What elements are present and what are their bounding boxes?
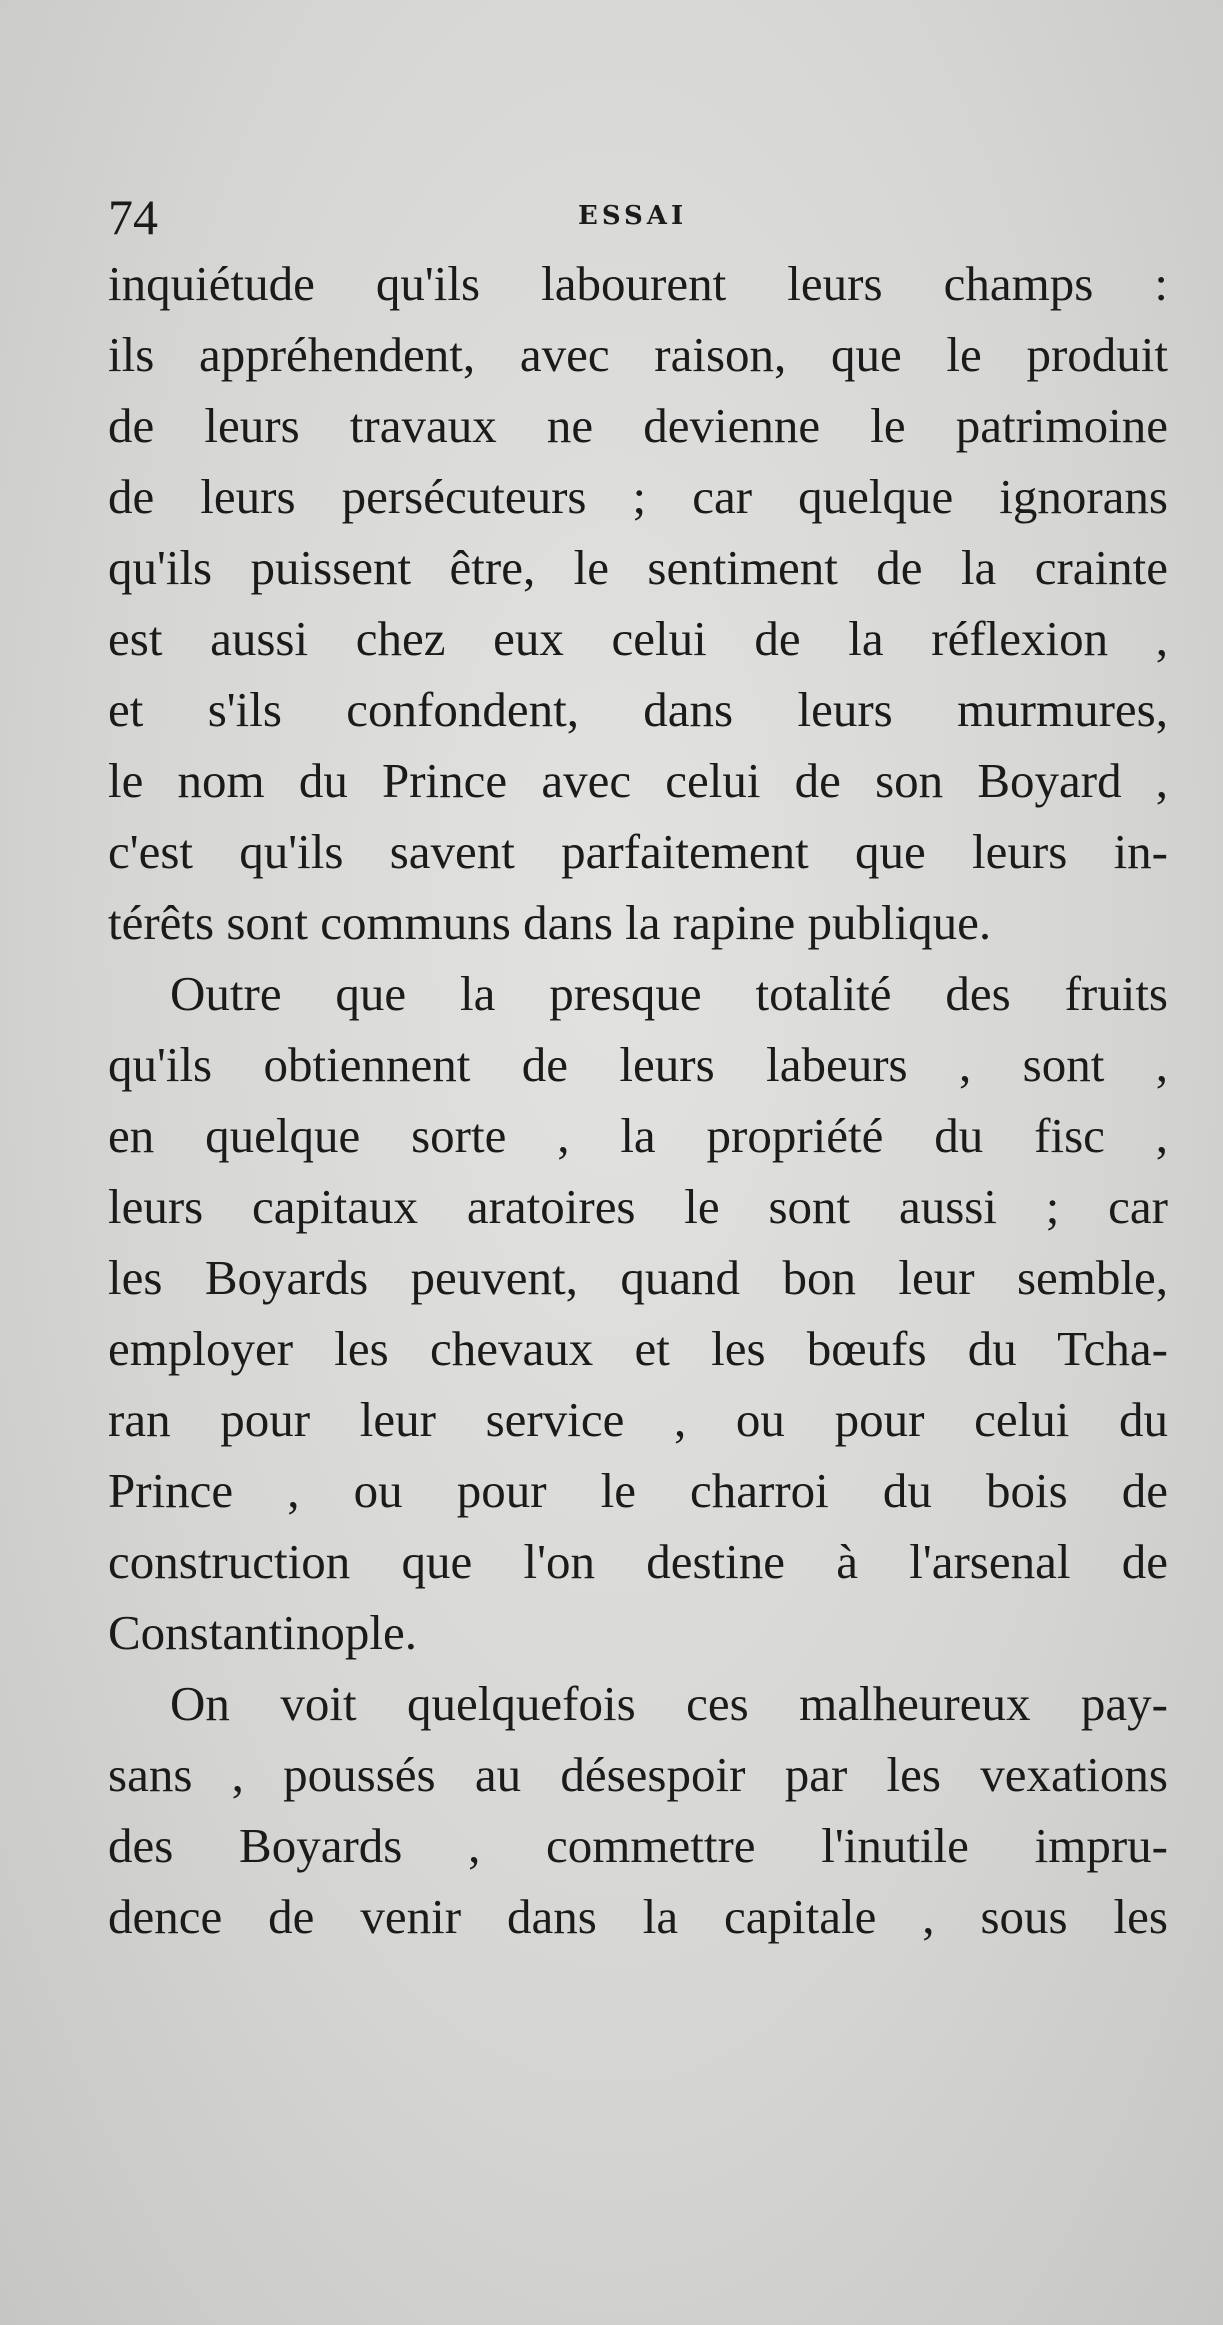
text-line: et s'ils confondent, dans leurs murmures, bbox=[108, 682, 1168, 737]
paragraph-end-line: Constantinople. bbox=[108, 1605, 417, 1660]
page-number: 74 bbox=[108, 189, 158, 245]
text-line: ran pour leur service , ou pour celui du bbox=[108, 1392, 1168, 1447]
text-line: c'est qu'ils savent parfaitement que leurs in- bbox=[108, 824, 1168, 879]
text-line: qu'ils obtiennent de leurs labeurs , sont , bbox=[108, 1037, 1168, 1092]
paragraph-start-line: On voit quelquefois ces malheureux pay- bbox=[170, 1676, 1168, 1731]
text-line: inquiétude qu'ils labourent leurs champs : bbox=[108, 256, 1168, 311]
text-line: de leurs travaux ne devienne le patrimoine bbox=[108, 398, 1168, 453]
paragraph-end-line: térêts sont communs dans la rapine publique. bbox=[108, 895, 992, 950]
text-line: qu'ils puissent être, le sentiment de la crainte bbox=[108, 540, 1168, 595]
running-title: ESSAI bbox=[578, 201, 688, 231]
text-line: de leurs persécuteurs ; car quelque ignorans bbox=[108, 469, 1168, 524]
text-line: des Boyards , commettre l'inutile impru- bbox=[108, 1818, 1168, 1873]
text-line: est aussi chez eux celui de la réflexion , bbox=[108, 611, 1168, 666]
paragraph-start-line: Outre que la presque totalité des fruits bbox=[170, 966, 1168, 1021]
page-header bbox=[108, 182, 1168, 252]
text-line: sans , poussés au désespoir par les vexations bbox=[108, 1747, 1168, 1802]
body-text bbox=[108, 248, 1168, 1952]
text-line: en quelque sorte , la propriété du fisc , bbox=[108, 1108, 1168, 1163]
text-line: le nom du Prince avec celui de son Boyard , bbox=[108, 753, 1168, 808]
text-line: employer les chevaux et les bœufs du Tcha- bbox=[108, 1321, 1168, 1376]
text-line: Prince , ou pour le charroi du bois de bbox=[108, 1463, 1168, 1518]
text-line: ils appréhendent, avec raison, que le produit bbox=[108, 327, 1168, 382]
text-line: construction que l'on destine à l'arsenal de bbox=[108, 1534, 1168, 1589]
text-line: leurs capitaux aratoires le sont aussi ; car bbox=[108, 1179, 1168, 1234]
text-line: les Boyards peuvent, quand bon leur semble, bbox=[108, 1250, 1168, 1305]
text-line: dence de venir dans la capitale , sous les bbox=[108, 1889, 1168, 1944]
